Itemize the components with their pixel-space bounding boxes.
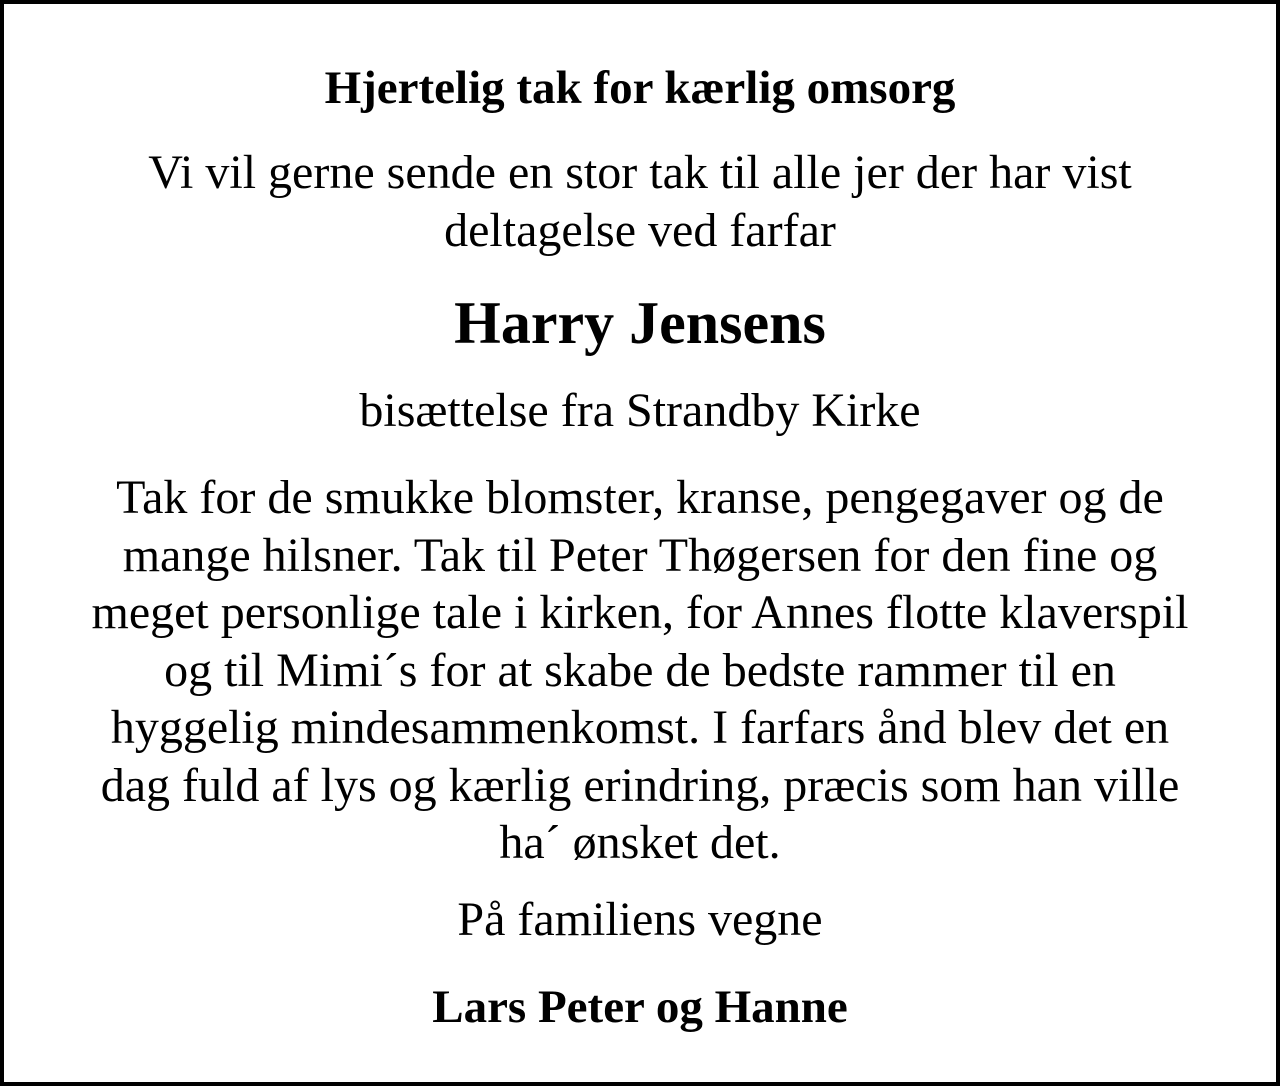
thanks-paragraph xyxy=(4,469,1276,872)
thanks-line: hyggelig mindesammenkomst. I farfars ånd blev det en xyxy=(110,701,1170,754)
notice-heading: Hjertelig tak for kærlig omsorg xyxy=(324,62,956,114)
intro-text xyxy=(4,144,1276,260)
thanks-line: mange hilsner. Tak til Peter Thøgersen for den fine og xyxy=(122,528,1158,582)
deceased-name: Harry Jensens xyxy=(454,290,826,356)
thanks-line: dag fuld af lys og kærlig erindring, præcis som han ville xyxy=(100,758,1180,812)
signature: Lars Peter og Hanne xyxy=(432,981,848,1033)
thanks-line: ha´ ønsket det. xyxy=(499,816,781,869)
intro-line: deltagelse ved farfar xyxy=(444,204,836,257)
intro-line: Vi vil gerne sende en stor tak til alle jer der har vist xyxy=(148,146,1132,199)
thanks-line: Tak for de smukke blomster, kranse, pengegaver og de xyxy=(116,471,1164,524)
greeting-text: På familiens vegne xyxy=(457,893,823,946)
thanks-line: meget personlige tale i kirken, for Annes flotte klaverspil xyxy=(91,586,1189,639)
ceremony-text: bisættelse fra Strandby Kirke xyxy=(359,384,921,437)
thanks-line: og til Mimi´s for at skabe de bedste rammer til en xyxy=(164,643,1116,697)
